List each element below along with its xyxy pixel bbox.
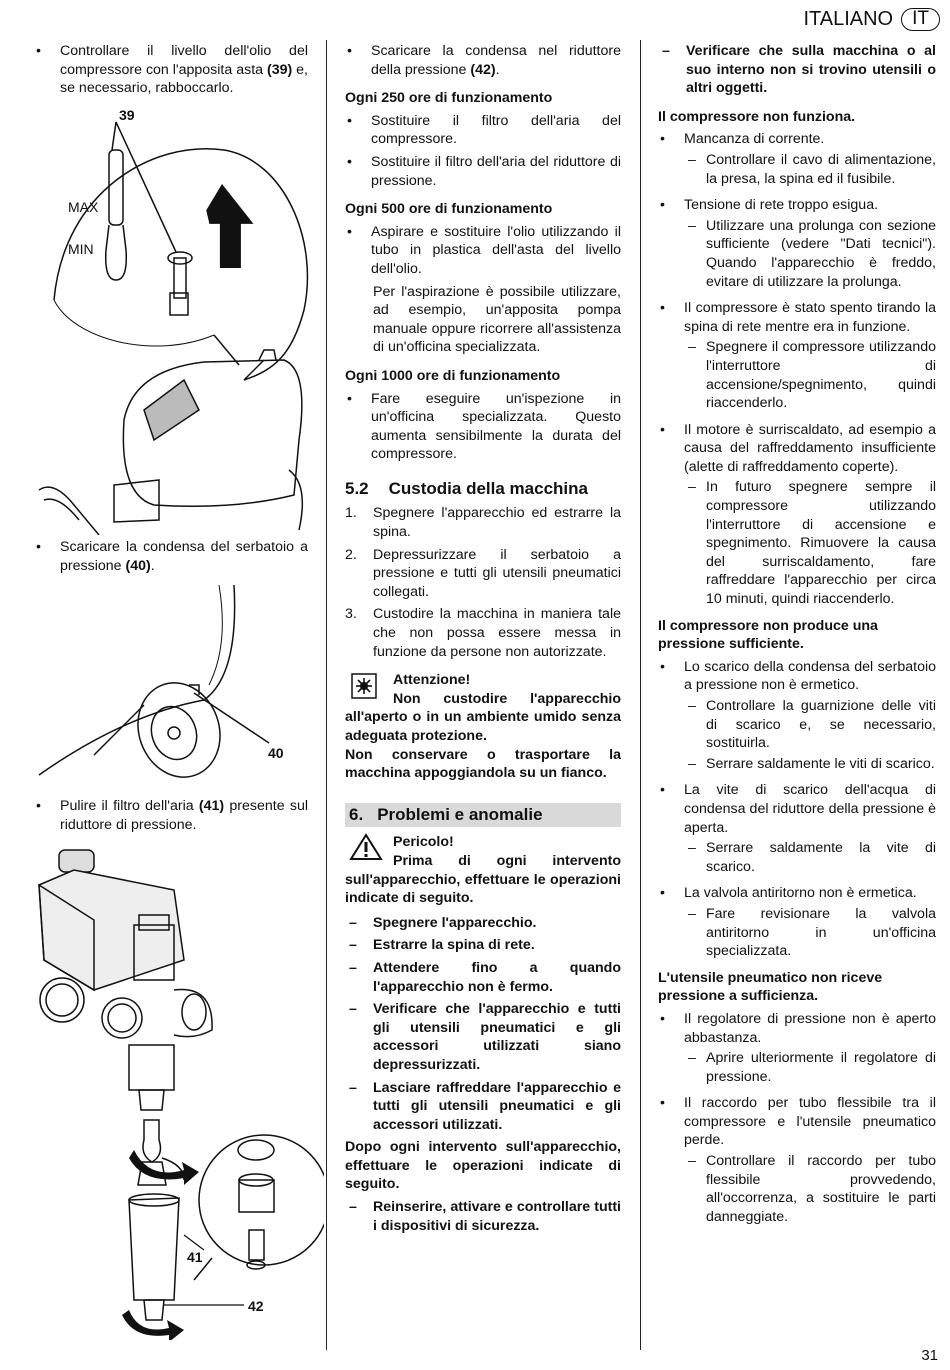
list-item: • Il motore è surriscaldato, ad esempio a causa del raffreddamento insufficiente (alette di raffreddamento coperte). [658,421,936,477]
pressure-reducer-filter-figure [34,840,324,1340]
list-item: • Il compressore è stato spento tirando la spina di rete mentre era in funzione. [658,299,936,336]
paragraph: Dopo ogni intervento sull'apparecchio, effettuare le operazioni indicate di seguito. [345,1139,621,1193]
section-heading: Il compressore non produce una pressione sufficiente. [658,617,878,653]
sub-list-item: – Serrare saldamente la vite di scarico. [658,839,936,876]
numbered-step: 1. Spegnere l'apparecchio ed estrarre la spina. [345,505,621,541]
figure-label-41: 41 [187,1249,203,1265]
list-item: – Verificare che sulla macchina o al suo interno non si trovino utensili o altri oggetti. [658,42,936,98]
section-heading: L'utensile pneumatico non riceve pressione a sufficienza. [658,969,883,1005]
attention-notice: Attenzione! Non custodire l'apparecchio all'aperto o in un ambiente umido senza adeguata protezione. Non conservare o trasportare la macchina appoggiandola su un fianco. [345,672,621,782]
list-item: • La valvola antiritorno non è ermetica. [658,884,936,903]
list-item: • Scaricare la condensa nel riduttore della pressione (42). [345,42,621,79]
page-number: 31 [921,1347,938,1365]
column-1 [34,42,308,108]
sub-list-item: – Controllare il cavo di alimentazione, la presa, la spina ed il fusibile. [658,151,936,188]
column-1-block-2 [34,538,308,585]
page-header [803,8,940,31]
list-item: – Estrarre la spina di rete. [345,936,621,955]
sub-list-item: – In futuro spegnere sempre il compressore utilizzando l'interruttore di accensione e spegnimento. Rimuovere la causa del surriscaldamento, fare raffreddare l'apparecchio per circa 10 minuti, quindi riaccenderlo. [658,478,936,608]
list-item: • Tensione di rete troppo esigua. [658,196,936,215]
max-mark-label: MAX [68,199,99,215]
sub-list-item: – Aprire ulteriormente il regolatore di pressione. [658,1049,936,1086]
section-6-heading: 6. Problemi e anomalie [345,803,621,828]
list-item: • Pulire il filtro dell'aria (41) presente sul riduttore di pressione. [34,797,308,834]
column-divider [326,40,327,1350]
list-item: • Mancanza di corrente. [658,130,936,149]
column-divider [640,40,641,1350]
section-heading: Ogni 250 ore di funzionamento [345,90,553,107]
sub-list-item: – Serrare saldamente le viti di scarico. [658,755,936,774]
section-heading: Ogni 1000 ore di funzionamento [345,367,561,384]
column-3 [658,42,936,1228]
section-heading: Ogni 500 ore di funzionamento [345,201,553,218]
list-item: • Sostituire il filtro dell'aria del riduttore di pressione. [345,153,621,190]
sub-list-item: – Utilizzare una prolunga con sezione sufficiente (vedere "Dati tecnici"). Quando l'apparecchio è freddo, evitare di utilizzare la prolunga. [658,217,936,291]
list-item: – Attendere fino a quando l'apparecchio non è fermo. [345,959,621,996]
list-item: • Fare eseguire un'ispezione in un'officina specializzata. Questo aumenta sensibilmente la durata del compressore. [345,390,621,464]
sub-list-item: – Spegnere il compressore utilizzando l'interruttore di accensione/spegnimento, quindi riaccenderlo. [658,338,936,412]
danger-notice: Pericolo! Prima di ogni intervento sull'apparecchio, effettuare le operazioni indicate di seguito. [345,834,621,907]
language-code-badge: IT [901,8,940,31]
paragraph: Per l'aspirazione è possibile utilizzare, ad esempio, un'apposita pompa manuale oppure ricorrere all'assistenza di un'officina specializzata. [373,283,621,356]
figure-label-40: 40 [268,745,284,761]
column-1-block-3 [34,797,308,844]
list-item: • Lo scarico della condensa del serbatoio a pressione non è ermetico. [658,658,936,695]
language-label: ITALIANO [803,8,894,30]
list-item: • Sostituire il filtro dell'aria del compressore. [345,112,621,149]
sub-list-item: – Controllare il raccordo per tubo flessibile provvedendo, all'occorrenza, a sostituire le parti danneggiate. [658,1152,936,1226]
list-item: • Il raccordo per tubo flessibile tra il compressore e l'utensile pneumatico perde. [658,1094,936,1150]
list-item: • Scaricare la condensa del serbatoio a pressione (40). [34,538,308,575]
figure-label-39: 39 [119,107,135,123]
list-item: – Reinserire, attivare e controllare tutti i dispositivi di sicurezza. [345,1198,621,1235]
section-heading: Il compressore non funziona. [658,108,856,125]
list-item: • Il regolatore di pressione non è aperto abbastanza. [658,1010,936,1047]
attention-icon [351,673,377,699]
warning-triangle-icon [349,833,383,861]
list-item: • La vite di scarico dell'acqua di condensa del riduttore della pressione è aperta. [658,781,936,837]
oil-dipstick-figure [34,110,324,535]
numbered-step: 3. Custodire la macchina in maniera tale che non possa essere messa in funzione da persone non autorizzate. [345,606,621,660]
list-item: • Controllare il livello dell'olio del compressore con l'apposita asta (39) e, se necessario, rabboccarlo. [34,42,308,98]
column-2 [345,42,621,1239]
list-item: • Aspirare e sostituire l'olio utilizzando il tubo in plastica dell'asta del livello dell'olio. [345,223,621,279]
numbered-step: 2. Depressurizzare il serbatoio a pressione e tutti gli utensili pneumatici collegati. [345,546,621,600]
sub-list-item: – Fare revisionare la valvola antiritorno in un'officina specializzata. [658,905,936,961]
min-mark-label: MIN [68,241,94,257]
figure-label-42: 42 [248,1298,264,1314]
sub-list-item: – Controllare la guarnizione delle viti di scarico e, se necessario, sostituirla. [658,697,936,753]
section-5-2-heading: 5.2 Custodia della macchina [345,478,588,498]
list-item: – Lasciare raffreddare l'apparecchio e tutti gli utensili pneumatici e gli accessori utilizzati. [345,1079,621,1135]
list-item: – Verificare che l'apparecchio e tutti gli utensili pneumatici e gli accessori utilizzati siano depressurizzati. [345,1000,621,1074]
list-item: – Spegnere l'apparecchio. [345,914,621,933]
